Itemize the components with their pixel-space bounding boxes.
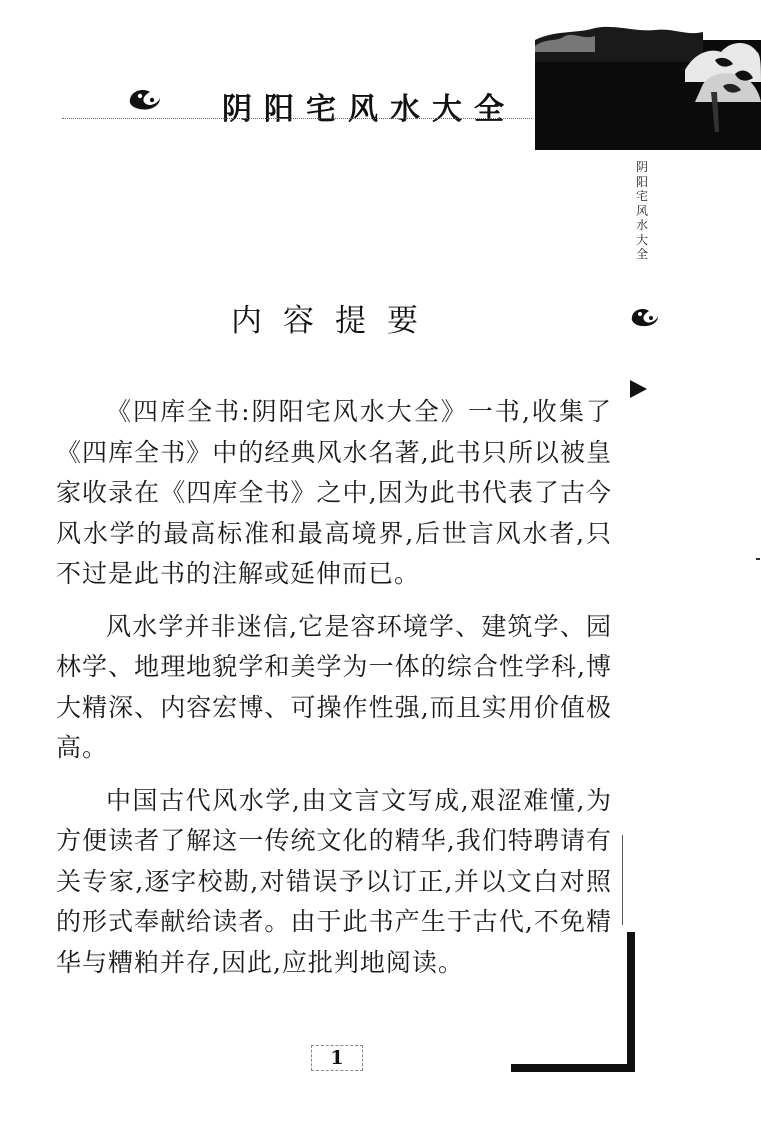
- body-text: [56, 392, 612, 995]
- margin-mark: [756, 558, 760, 560]
- corner-thin-rule: [622, 835, 623, 925]
- paragraph: 《四库全书:阴阳宅风水大全》一书,收集了《四库全书》中的经典风水名著,此书只所以被皇家收录在《四库全书》之中,因为此书代表了古今风水学的最高标准和最高境界,后世言风水者,只不过是此书的注解或延伸而已。: [56, 397, 612, 588]
- paragraph: 风水学并非迷信,它是容环境学、建筑学、园林学、地理地貌学和美学为一体的综合性学科,博大精深、内容宏博、可操作性强,而且实用价值极高。: [56, 611, 612, 762]
- header-divider: [62, 118, 532, 119]
- paragraph: 中国古代风水学,由文言文写成,艰涩难懂,为方便读者了解这一传统文化的精华,我们特聘请有关专家,逐字校勘,对错误予以订正,并以文白对照的形式奉献给读者。由于此书产生于古代,不免精华与糟粕并存,因此,应批判地阅读。: [56, 785, 612, 977]
- book-title: 阴阳宅风水大全: [222, 92, 516, 127]
- section-title: 内容提要: [231, 303, 439, 339]
- triangle-arrow-icon: [630, 380, 647, 398]
- side-book-title: 阴阳宅风水大全: [635, 160, 648, 261]
- yin-yang-icon: [128, 86, 162, 112]
- corner-vertical-bar: [627, 932, 635, 1072]
- landscape-tree-image: [535, 22, 761, 150]
- page-number: 1: [311, 1045, 363, 1071]
- corner-horizontal-bar: [511, 1064, 635, 1072]
